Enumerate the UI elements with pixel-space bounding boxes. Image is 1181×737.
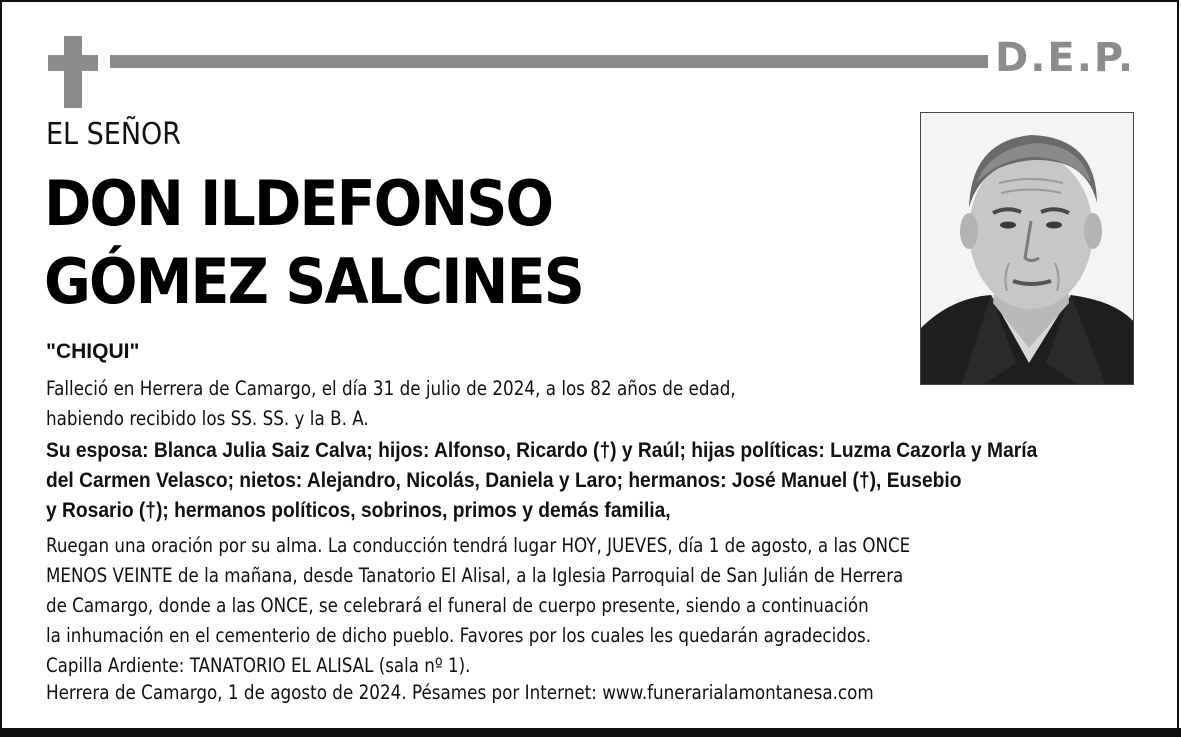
header-rule	[110, 55, 988, 68]
ceremony-line: de Camargo, donde a las ONCE, se celebrará el funeral de cuerpo presente, siendo a continuación	[46, 594, 869, 617]
dep-label: D.E.P.	[995, 35, 1136, 81]
honorific-title: EL SEÑOR	[46, 117, 182, 152]
ceremony-details	[46, 531, 910, 681]
footer-note: Herrera de Camargo, 1 de agosto de 2024. Pésames por Internet: www.funerarialamontanesa.com	[46, 681, 874, 704]
bottom-border-bar	[0, 728, 1181, 737]
ceremony-line: MENOS VEINTE de la mañana, desde Tanatorio El Alisal, a la Iglesia Parroquial de San Julián de Herrera	[46, 564, 904, 587]
family-line: y Rosario (†); hermanos políticos, sobrinos, primos y demás familia,	[46, 499, 671, 522]
death-notice-line: Falleció en Herrera de Camargo, el día 31 de julio de 2024, a los 82 años de edad,	[46, 377, 736, 400]
death-notice-line: habiendo recibido los SS. SS. y la B. A.	[46, 407, 369, 430]
ceremony-line: Ruegan una oración por su alma. La conducción tendrá lugar HOY, JUEVES, día 1 de agosto, a las ONCE	[46, 534, 911, 557]
deceased-name-line-1: DON ILDEFONSO	[44, 167, 553, 240]
ceremony-line: Capilla Ardiente: TANATORIO EL ALISAL (sala nº 1).	[46, 654, 471, 677]
family-line: del Carmen Velasco; nietos: Alejandro, Nicolás, Daniela y Laro; hermanos: José Manuel (†), Eusebio	[46, 469, 962, 492]
death-notice	[46, 374, 736, 434]
family-list	[46, 436, 1037, 526]
cross-icon	[48, 36, 98, 108]
deceased-name-line-2: GÓMEZ SALCINES	[44, 245, 583, 318]
family-line: Su esposa: Blanca Julia Saiz Calva; hijos: Alfonso, Ricardo (†) y Raúl; hijas políticas: Luzma Cazorla y María	[46, 439, 1038, 462]
deceased-photo	[920, 112, 1134, 385]
nickname: "CHIQUI"	[46, 340, 140, 363]
ceremony-line: la inhumación en el cementerio de dicho pueblo. Favores por los cuales les quedarán agradecidos.	[46, 624, 872, 647]
